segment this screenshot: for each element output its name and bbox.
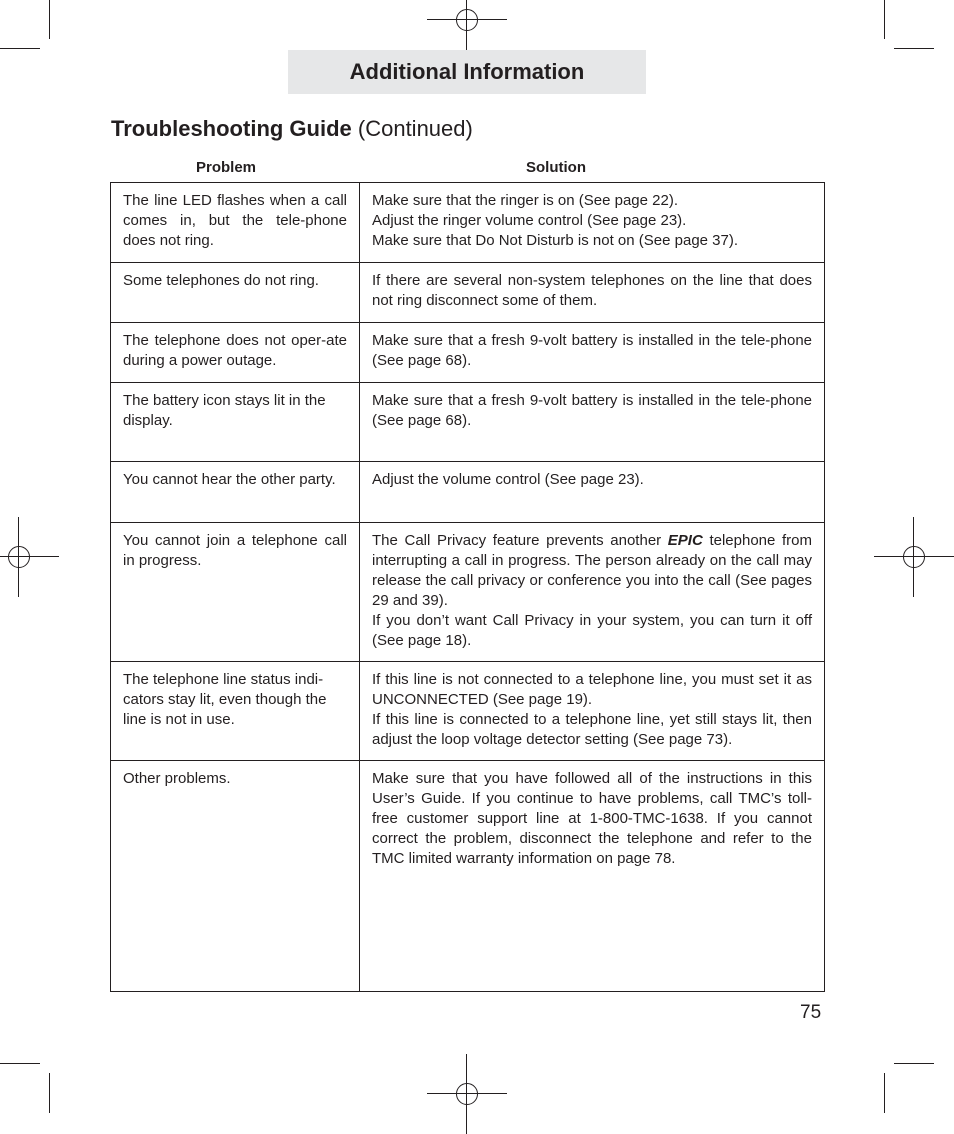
crop-mark xyxy=(0,48,40,49)
problem-cell: Other problems. xyxy=(111,761,360,992)
crop-mark xyxy=(894,48,934,49)
section-banner xyxy=(288,50,646,94)
crop-mark xyxy=(49,1073,50,1113)
epic-product-name: EPIC xyxy=(667,532,703,549)
problem-cell: The battery icon stays lit in the display. xyxy=(111,383,360,462)
solution-line: If you don’t want Call Privacy in your system, you can turn it off (See page 18). xyxy=(372,612,812,649)
table-row xyxy=(111,761,825,992)
solution-line: Make sure that Do Not Disturb is not on (See page 37). xyxy=(372,232,739,249)
solution-cell xyxy=(360,323,825,383)
solution-line: Adjust the ringer volume control (See page 23). xyxy=(372,212,687,229)
table-row xyxy=(111,323,825,383)
column-header-problem: Problem xyxy=(196,159,257,176)
solution-text: telephone from interrupting a call in progress. The person already on the call may release the call privacy or conference you into the call (See pages 29 and 39). xyxy=(372,532,812,609)
problem-cell: Some telephones do not ring. xyxy=(111,263,360,323)
registration-mark-icon xyxy=(0,517,59,597)
table-row xyxy=(111,183,825,263)
solution-cell xyxy=(360,761,825,992)
problem-cell: The telephone line status indi-cators stay lit, even though the line is not in use. xyxy=(111,662,360,761)
solution-line: If this line is connected to a telephone line, yet still stays lit, then adjust the loop voltage detector setting (See page 73). xyxy=(372,711,812,748)
solution-cell xyxy=(360,263,825,323)
solution-line: Make sure that a fresh 9-volt battery is installed in the tele-phone (See page 68). xyxy=(372,392,812,429)
solution-line: Adjust the volume control (See page 23). xyxy=(372,471,644,488)
crop-mark xyxy=(894,1063,934,1064)
page-title-suffix: (Continued) xyxy=(351,116,473,141)
problem-cell: The telephone does not oper-ate during a power outage. xyxy=(111,323,360,383)
table-row xyxy=(111,263,825,323)
registration-mark-icon xyxy=(427,1054,507,1134)
crop-mark xyxy=(0,1063,40,1064)
solution-cell xyxy=(360,662,825,761)
solution-cell xyxy=(360,462,825,523)
solution-cell xyxy=(360,183,825,263)
problem-cell: You cannot join a telephone call in progress. xyxy=(111,523,360,662)
table-row xyxy=(111,662,825,761)
table-row xyxy=(111,523,825,662)
solution-cell xyxy=(360,523,825,662)
solution-text: The Call Privacy feature prevents another xyxy=(372,532,668,549)
solution-line: Make sure that you have followed all of the instructions in this User’s Guide. If you continue to have problems, call TMC’s toll-free customer support line at 1-800-TMC-1638. If you cannot correct the problem, disconnect the telephone and refer to the TMC limited warranty information on page 78. xyxy=(372,770,812,867)
section-title: Additional Information xyxy=(349,59,585,84)
crop-mark xyxy=(884,0,885,39)
page-number: 75 xyxy=(800,1002,822,1023)
solution-line: Make sure that a fresh 9-volt battery is installed in the tele-phone (See page 68). xyxy=(372,332,812,369)
table-row xyxy=(111,383,825,462)
page-title-bold: Troubleshooting Guide xyxy=(111,116,352,141)
page-title xyxy=(111,116,473,142)
problem-cell: The line LED flashes when a call comes in, but the tele-phone does not ring. xyxy=(111,183,360,263)
solution-line: If there are several non-system telephones on the line that does not ring disconnect some of them. xyxy=(372,272,812,309)
registration-mark-icon xyxy=(874,517,954,597)
problem-cell: You cannot hear the other party. xyxy=(111,462,360,523)
troubleshooting-table xyxy=(110,182,825,992)
solution-cell xyxy=(360,383,825,462)
column-header-solution: Solution xyxy=(526,159,586,176)
crop-mark xyxy=(884,1073,885,1113)
solution-line: Make sure that the ringer is on (See page 22). xyxy=(372,192,679,209)
table-row xyxy=(111,462,825,523)
solution-paragraph xyxy=(372,531,812,611)
solution-line: If this line is not connected to a telephone line, you must set it as UNCONNECTED (See page 19). xyxy=(372,671,812,708)
crop-mark xyxy=(49,0,50,39)
